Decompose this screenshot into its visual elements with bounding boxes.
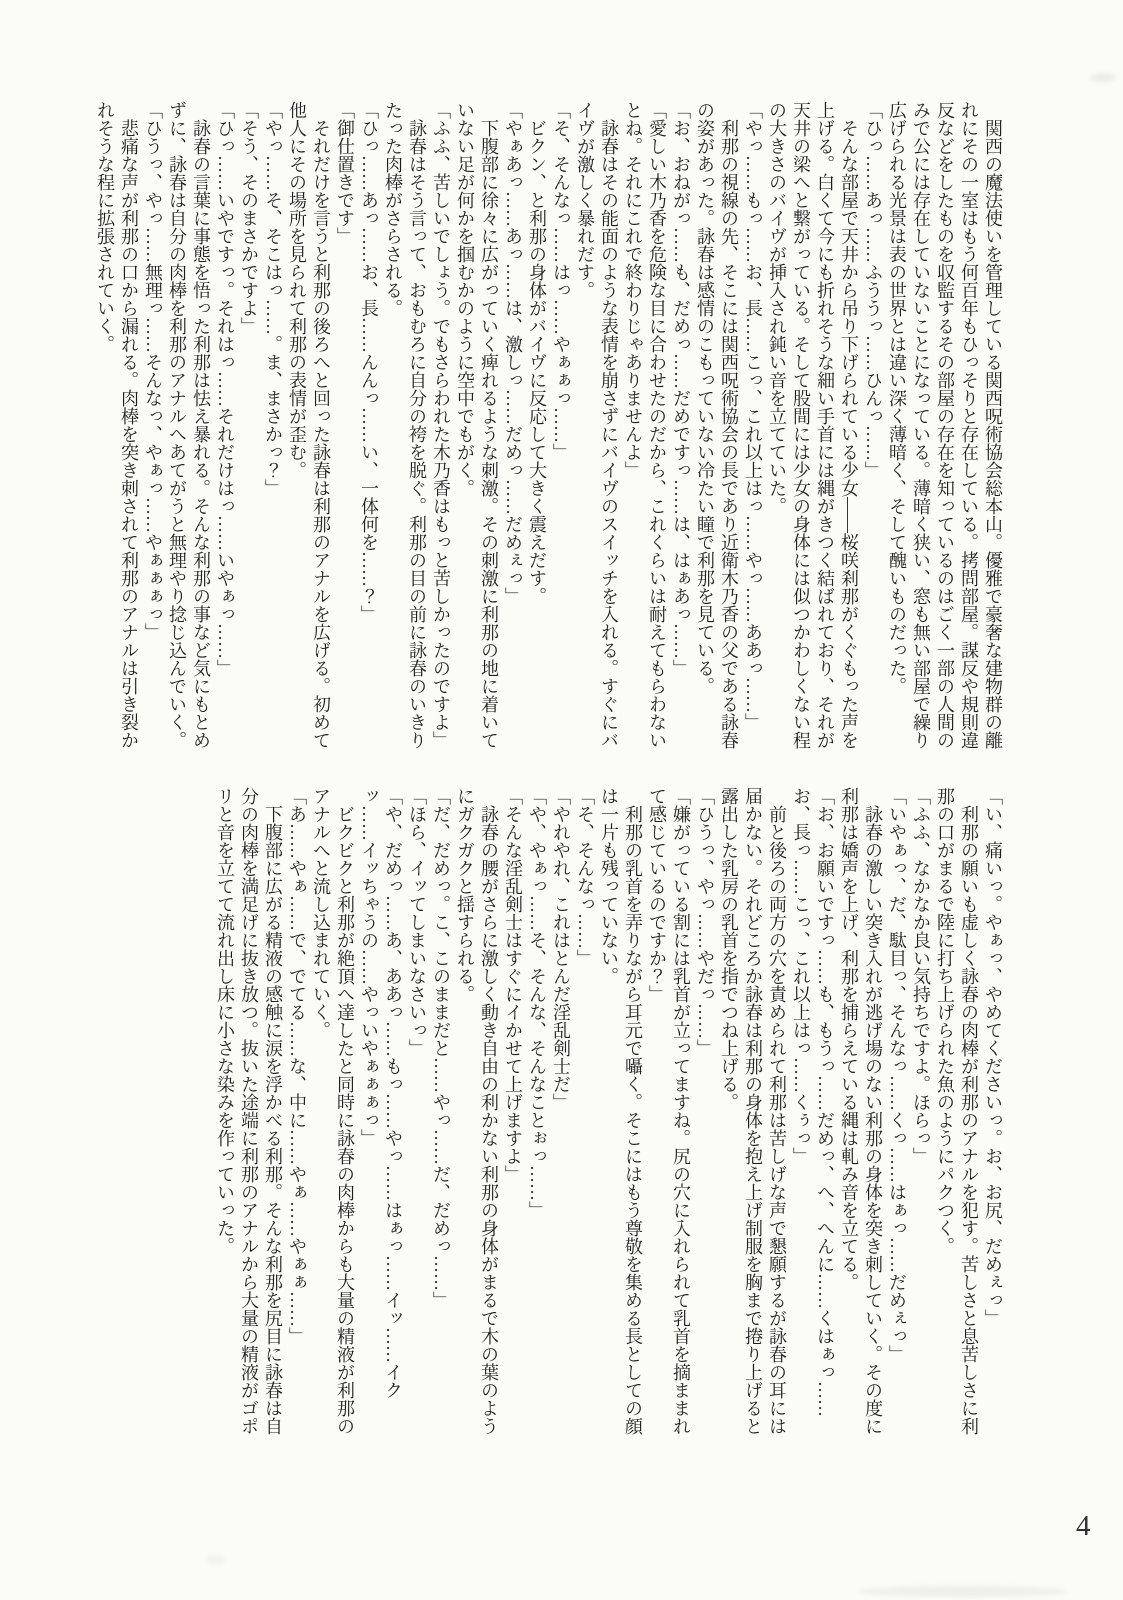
page-number: 4 [1076,1510,1091,1542]
paragraph: 「や、だめっ……あ、ああっ……もっ……やっ……はぁっ……イッ……イクッ……イッちゃうの……やっいやぁぁぁっ」 [359,787,403,1399]
paragraph: 「御仕置きです」 [335,101,355,245]
paragraph: 「ひっ……いやですっ。それはっ……それだけはっ……いやぁっ……」 [215,101,235,677]
paragraph: 「嫌がっている割には乳首が立ってますね。尻の穴に入れられて乳首を摘ままれて感じているのですか？」 [647,787,691,1435]
paragraph: 「いやぁっ、だ、駄目っ、そんなっ……くっ……はぁっ……だめぇっ」 [887,787,907,1363]
paragraph: 「そんな淫乱剣士はすぐにイかせて上げますよ」 [503,787,523,1183]
paragraph: 「お、おねがっ……も、だめっ……だめですっ……は、はぁあっ……」 [671,101,691,677]
paragraph: 「い、痛いっ。やぁっ、やめてくださいっ。お、お尻、だめぇっ」 [983,787,1003,1327]
paragraph: 「ひうっ、やっ……やだっ……」 [695,787,715,1057]
paragraph: 「やっ……もっ……お、長……こっ、これ以上はっ……やっ……ああっ……」 [743,101,763,731]
paragraph: そんな部屋で天井から吊り下げられている少女――桜咲刹那がくぐもった声を上げる。白くて今にも折れそうな細い手首には縄がきつく結ばれており、それが天井の梁へと繋がっている。そして股間には少女の身体には似つかわしくない程の大きさのバイヴが挿入され鈍い音を立てていた。 [767,101,859,749]
paragraph: 「や、やぁっ……そ、そんな、そんなことぉっ……」 [527,787,547,1219]
paragraph: 詠春はその能面のような表情を崩さずにバイヴのスイッチを入れる。すぐにバイヴが激しく暴れだす。 [575,101,619,749]
text-block-bottom [213,787,1005,1435]
paragraph: 「やれやれ、これはとんだ淫乱剣士だ」 [551,787,571,1111]
paragraph: 「お、お願いですっ……も、もうっ……だめっ、へ、へんに……くはぁっ……お、長っ……こっ、これ以上はっ……くぅっ」 [791,787,835,1417]
paragraph: 関西の魔法使いを管理している関西呪術協会総本山。優雅で豪奢な建物群の離れにその一室はもう何百年もひっそりと存在している。拷問部屋。謀反や規則違反などをしたものを収監するその部屋の存在を知っているのはごく一部の人間のみで公には存在していないことになっている。薄暗く狭い、窓も無い部屋で繰り広げられる光景は表の世界とは違い深く薄暗く、そして醜いものだった。 [887,101,1003,749]
paragraph: 「そう、そのまさかですよ」 [239,101,259,335]
paragraph: 利那の願いも虚しく詠春の肉棒が利那のアナルを犯す。苦しさと息苦しさに利那の口がまるで陸に打ち上げられた魚のようにパクつく。 [935,787,979,1435]
paragraph: 詠春はそう言って、おもむろに自分の袴を脱ぐ。利那の目の前に詠春のいきりたった肉棒がさらされる。 [383,101,427,749]
paragraph: 詠春の言葉に事態を悟った利那は怯え暴れる。そんな利那の事など気にもとめずに、詠春は自分の肉棒を利那のアナルへあてがうと無理やり捻じ込んでいく。 [167,101,211,749]
paragraph: ビクビクと利那が絶頂へ達したと同時に詠春の肉棒からも大量の精液が利那のアナルへと流し込まれていく。 [311,787,355,1435]
paragraph: 「そ、そんなっ……」 [575,787,595,967]
paragraph: 下腹部に広がる精液の感触に涙を浮かべる利那。そんな利那を尻目に詠春は自分の肉棒を満足げに抜き放つ。抜いた途端に利那のアナルから大量の精液がゴポリと音を立てて流れ出し床に小さな染みを作っていった。 [215,787,283,1435]
paragraph: 前と後ろの両方の穴を責められて利那は苦しげな声で懇願するが詠春の耳には届かない。それどころか詠春は利那の身体を抱え上げ制服を胸まで捲り上げると露出した乳房の乳首を指でつね上げる。 [719,787,787,1435]
paragraph: 「ひうっ、やっ……無理っ……そんなっ、やぁっ……やぁぁぁっ」 [143,101,163,641]
paragraph: ビクン、と利那の身体がバイヴに反応して大きく震えだす。 [527,119,547,605]
paragraph: 「ふふ、なかなか良い気持ちですよ。ほらっ」 [911,787,931,1165]
paragraph: 「やぁあっ……あっ……は、激しっ……だめっ……だめぇっ」 [503,101,523,605]
paragraph: 利那の視線の先、そこには関西呪術協会の長であり近衛木乃香の父である詠春の姿があった。詠春は感情のこもっていない冷たい瞳で利那を見ている。 [695,101,739,749]
paragraph: 詠春の腰がさらに激しく動き自由の利かない利那の身体がまるで木の葉のようにガクガクと揺すられる。 [455,787,499,1435]
paragraph: 詠春の激しい突き入れが逃げ場のない利那の身体を突き刺していく。その度に利那は嬌声を上げ、利那を捕らえている縄は軋み音を立てる。 [839,787,883,1435]
paragraph: 「そ、そんなっ……はっ……やぁぁっ……」 [551,101,571,461]
paragraph: 「ひっ……あっ……ふううっ……ひんっ……」 [863,101,883,479]
paragraph: 「愛しい木乃香を危険な目に合わせたのだから、これくらいは耐えてもらわないとね。それにこれで終わりじゃありませんよ」 [623,101,667,749]
paragraph: 下腹部に徐々に広がっていく痺れるような刺激。その刺激に利那の地に着いていない足が何かを掴むかのように空中でもがく。 [455,101,499,749]
paragraph: それだけを言うと利那の後ろへと回った詠春は利那のアナルを広げる。初めて他人にその場所を見られて利那の表情が歪む。 [287,101,331,749]
paragraph: 「だ、だめっ。こ、このままだと……やっ……だ、だめっ……」 [431,787,451,1309]
paragraph: 悲痛な声が利那の口から漏れる。肉棒を突き刺されて利那のアナルは引き裂かれそうな程に拡張されていく。 [95,101,139,749]
paragraph: 「ひっ……あっ……お、長……んんっ……い、一体何を……？」 [359,101,379,623]
paragraph: 利那の乳首を弄りながら耳元で囁く。そこにはもう尊敬を集める長としての顔は一片も残っていない。 [599,787,643,1435]
scan-artifact [1090,73,1116,82]
paragraph: 「やっ……そ、そこはっ……。ま、まさかっ？」 [263,101,283,497]
paragraph: 「ほら、イッてしまいなさいっ」 [407,787,427,1057]
text-block-top [93,101,1005,749]
scan-artifact [858,1586,1068,1597]
paragraph: 「あ……やぁ……で、でてる……な、中に……やぁ……やぁぁ……」 [287,787,307,1345]
paragraph: 「ふふ、苦しいでしょう。でもさらわれた木乃香はもっと苦しかったのですよ」 [431,101,451,749]
scan-artifact [205,1556,227,1564]
